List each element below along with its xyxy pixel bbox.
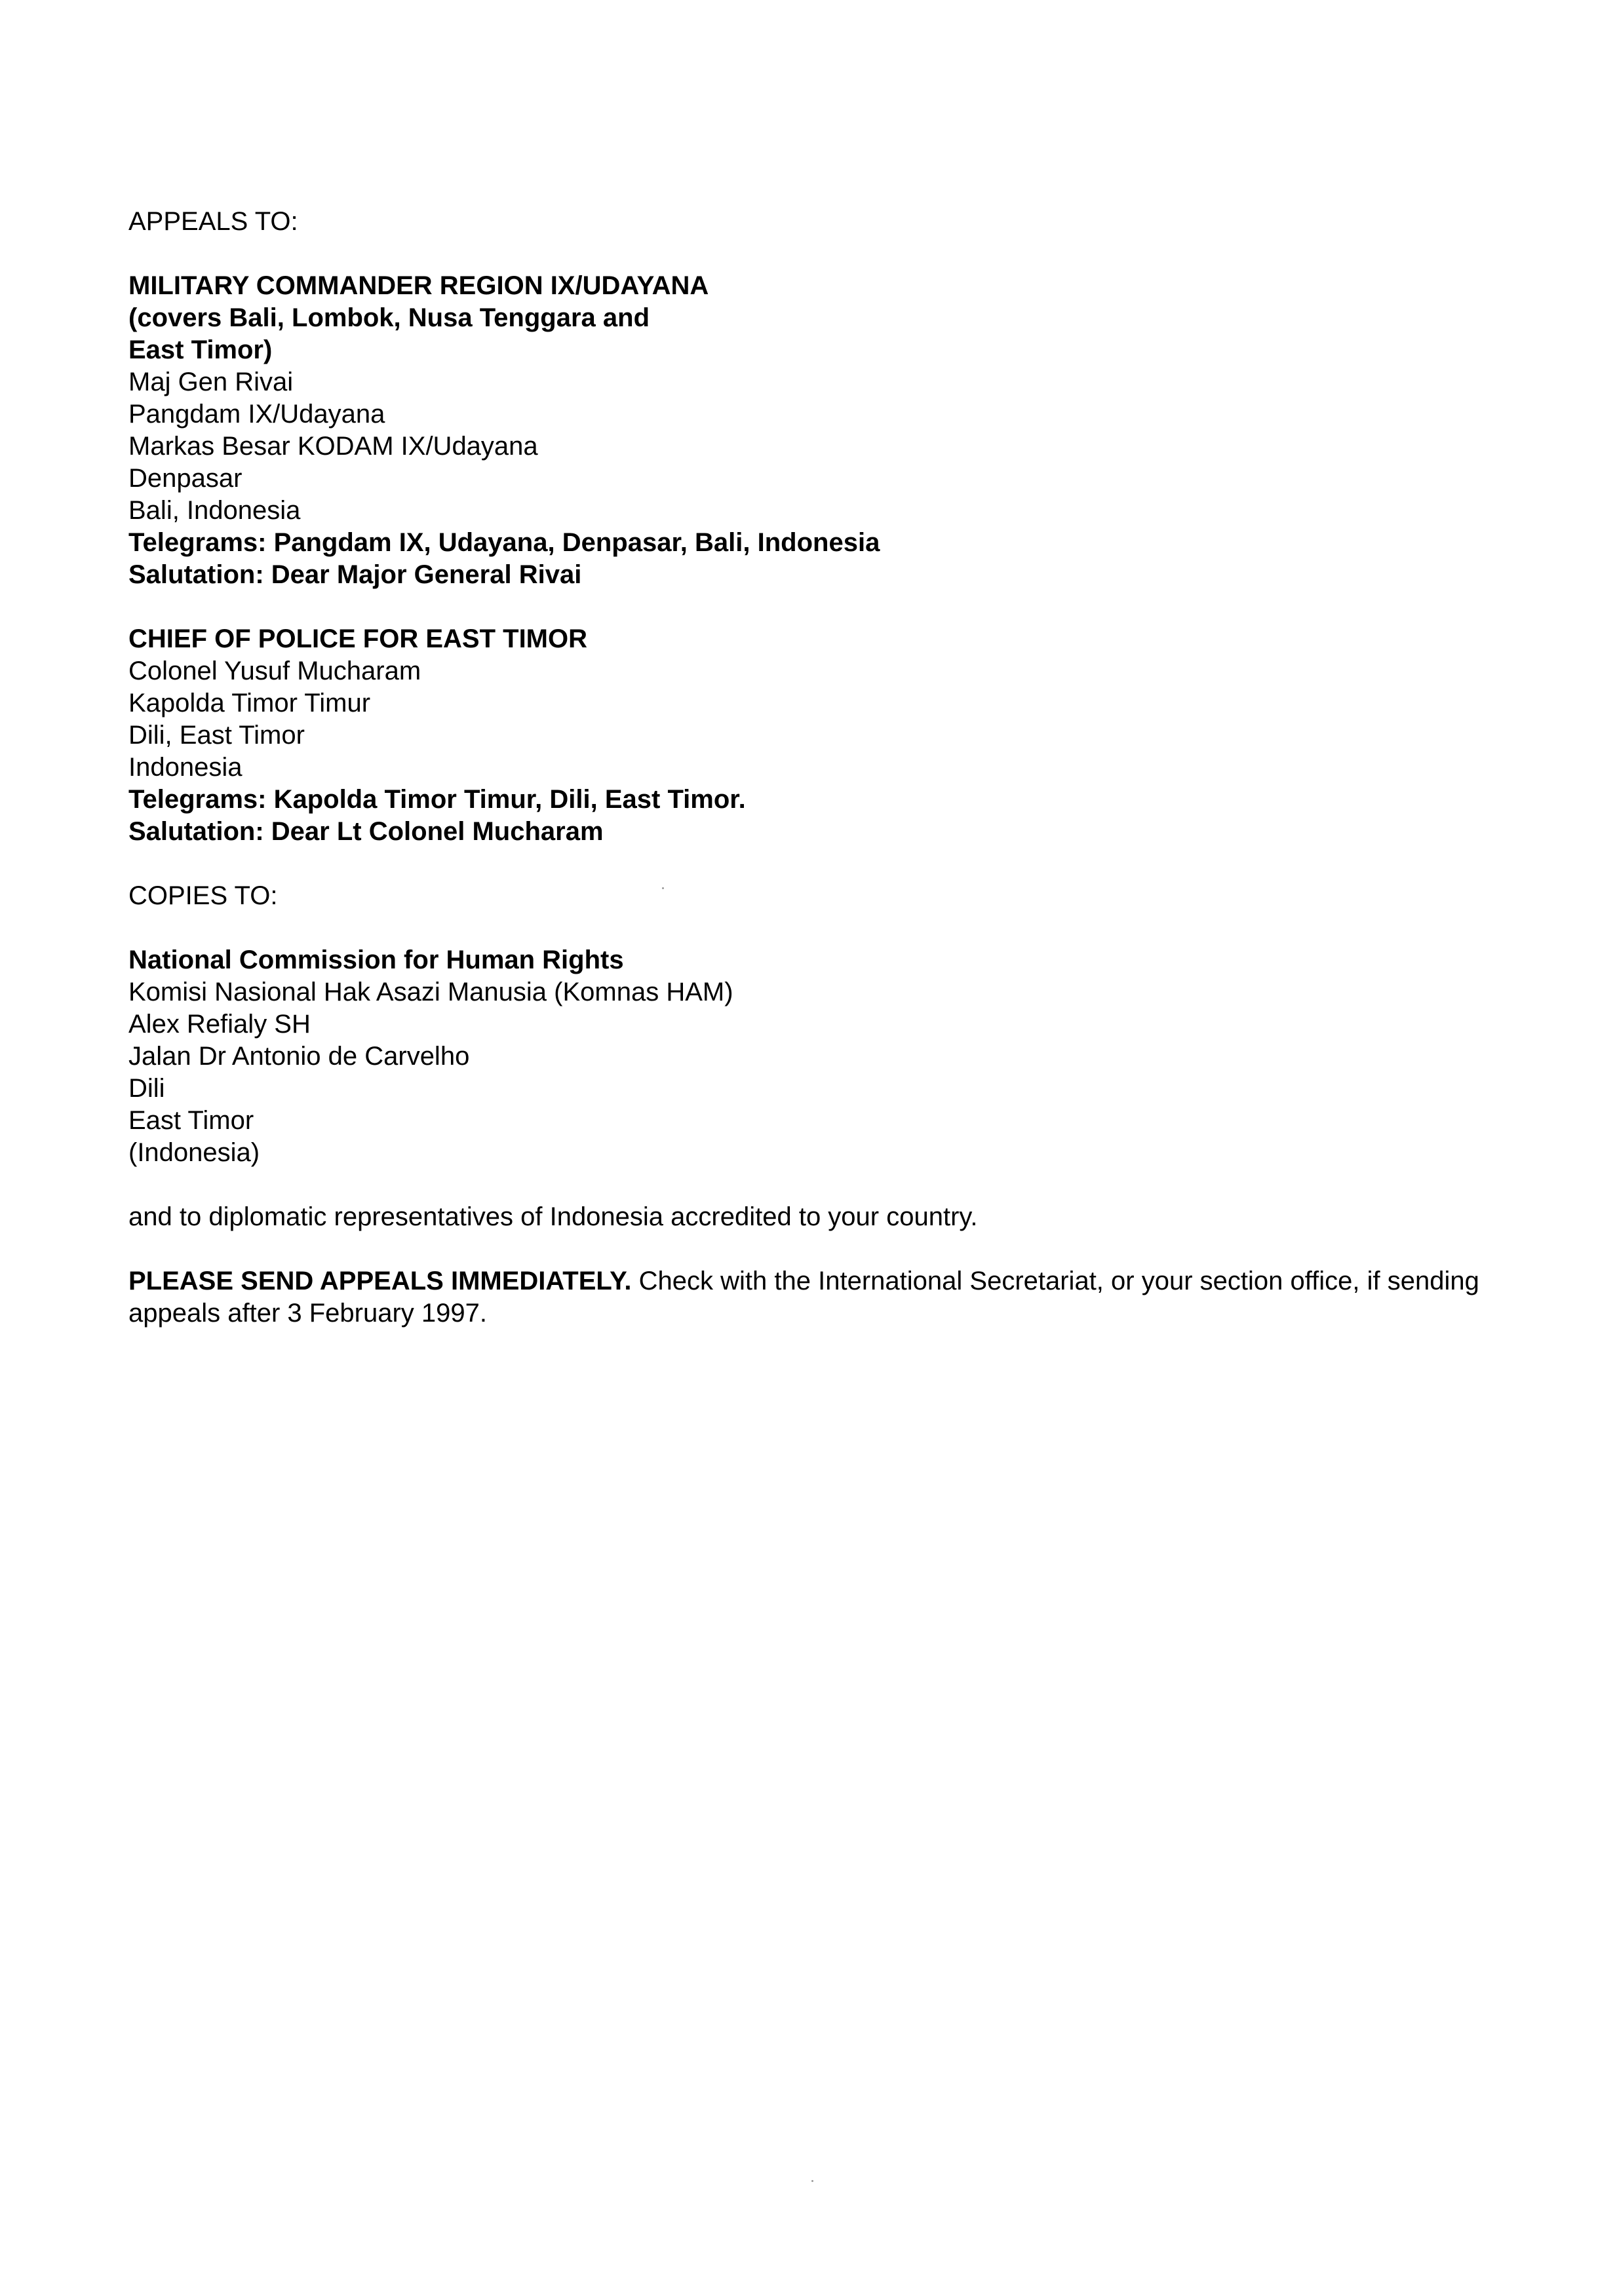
military-commander-block [128, 270, 1505, 591]
commission-title: National Commission for Human Rights [128, 946, 624, 974]
military-address-line: Markas Besar KODAM IX/Udayana [128, 432, 538, 461]
military-address-line: Bali, Indonesia [128, 496, 301, 525]
document-page [128, 206, 1505, 1330]
military-telegrams: Telegrams: Pangdam IX, Udayana, Denpasar, Bali, Indonesia [128, 528, 880, 557]
police-chief-block [128, 623, 1505, 848]
diplomatic-note: and to diplomatic representatives of Indonesia accredited to your country. [128, 1202, 978, 1231]
military-salutation: Salutation: Dear Major General Rivai [128, 560, 582, 589]
scan-speck [662, 887, 664, 889]
urgent-notice: PLEASE SEND APPEALS IMMEDIATELY. [128, 1267, 632, 1295]
closing-text: Check with the International Secretariat, or your section office, if sending appeals after 3 February 1997. [128, 1267, 1479, 1328]
police-salutation: Salutation: Dear Lt Colonel Mucharam [128, 817, 604, 846]
scan-speck [811, 2180, 813, 2182]
commission-address-line: East Timor [128, 1106, 254, 1135]
commission-address-line: Komisi Nasional Hak Asazi Manusia (Komnas HAM) [128, 978, 733, 1006]
military-title: MILITARY COMMANDER REGION IX/UDAYANA [128, 271, 709, 300]
commission-block [128, 944, 1505, 1169]
spacer [128, 912, 1505, 944]
commission-address-line: Dili [128, 1074, 165, 1103]
commission-address-line: Alex Refialy SH [128, 1010, 311, 1039]
military-coverage-line-2: East Timor) [128, 335, 273, 364]
spacer [128, 591, 1505, 623]
spacer [128, 1233, 1505, 1265]
spacer [128, 238, 1505, 270]
police-address-line: Dili, East Timor [128, 721, 305, 750]
military-coverage-line-1: (covers Bali, Lombok, Nusa Tenggara and [128, 303, 650, 332]
commission-address-line: (Indonesia) [128, 1138, 260, 1167]
closing-paragraph [128, 1265, 1505, 1330]
police-telegrams: Telegrams: Kapolda Timor Timur, Dili, East Timor. [128, 785, 746, 814]
military-address-line: Maj Gen Rivai [128, 368, 294, 396]
police-address-line: Colonel Yusuf Mucharam [128, 657, 421, 685]
police-address-line: Indonesia [128, 753, 243, 782]
spacer [128, 1169, 1505, 1201]
commission-address-line: Jalan Dr Antonio de Carvelho [128, 1042, 470, 1071]
police-address-line: Kapolda Timor Timur [128, 689, 371, 718]
military-address-line: Denpasar [128, 464, 243, 493]
spacer [128, 848, 1505, 880]
police-title: CHIEF OF POLICE FOR EAST TIMOR [128, 624, 587, 653]
copies-heading: COPIES TO: [128, 881, 278, 910]
military-address-line: Pangdam IX/Udayana [128, 400, 385, 429]
appeals-heading: APPEALS TO: [128, 207, 298, 236]
